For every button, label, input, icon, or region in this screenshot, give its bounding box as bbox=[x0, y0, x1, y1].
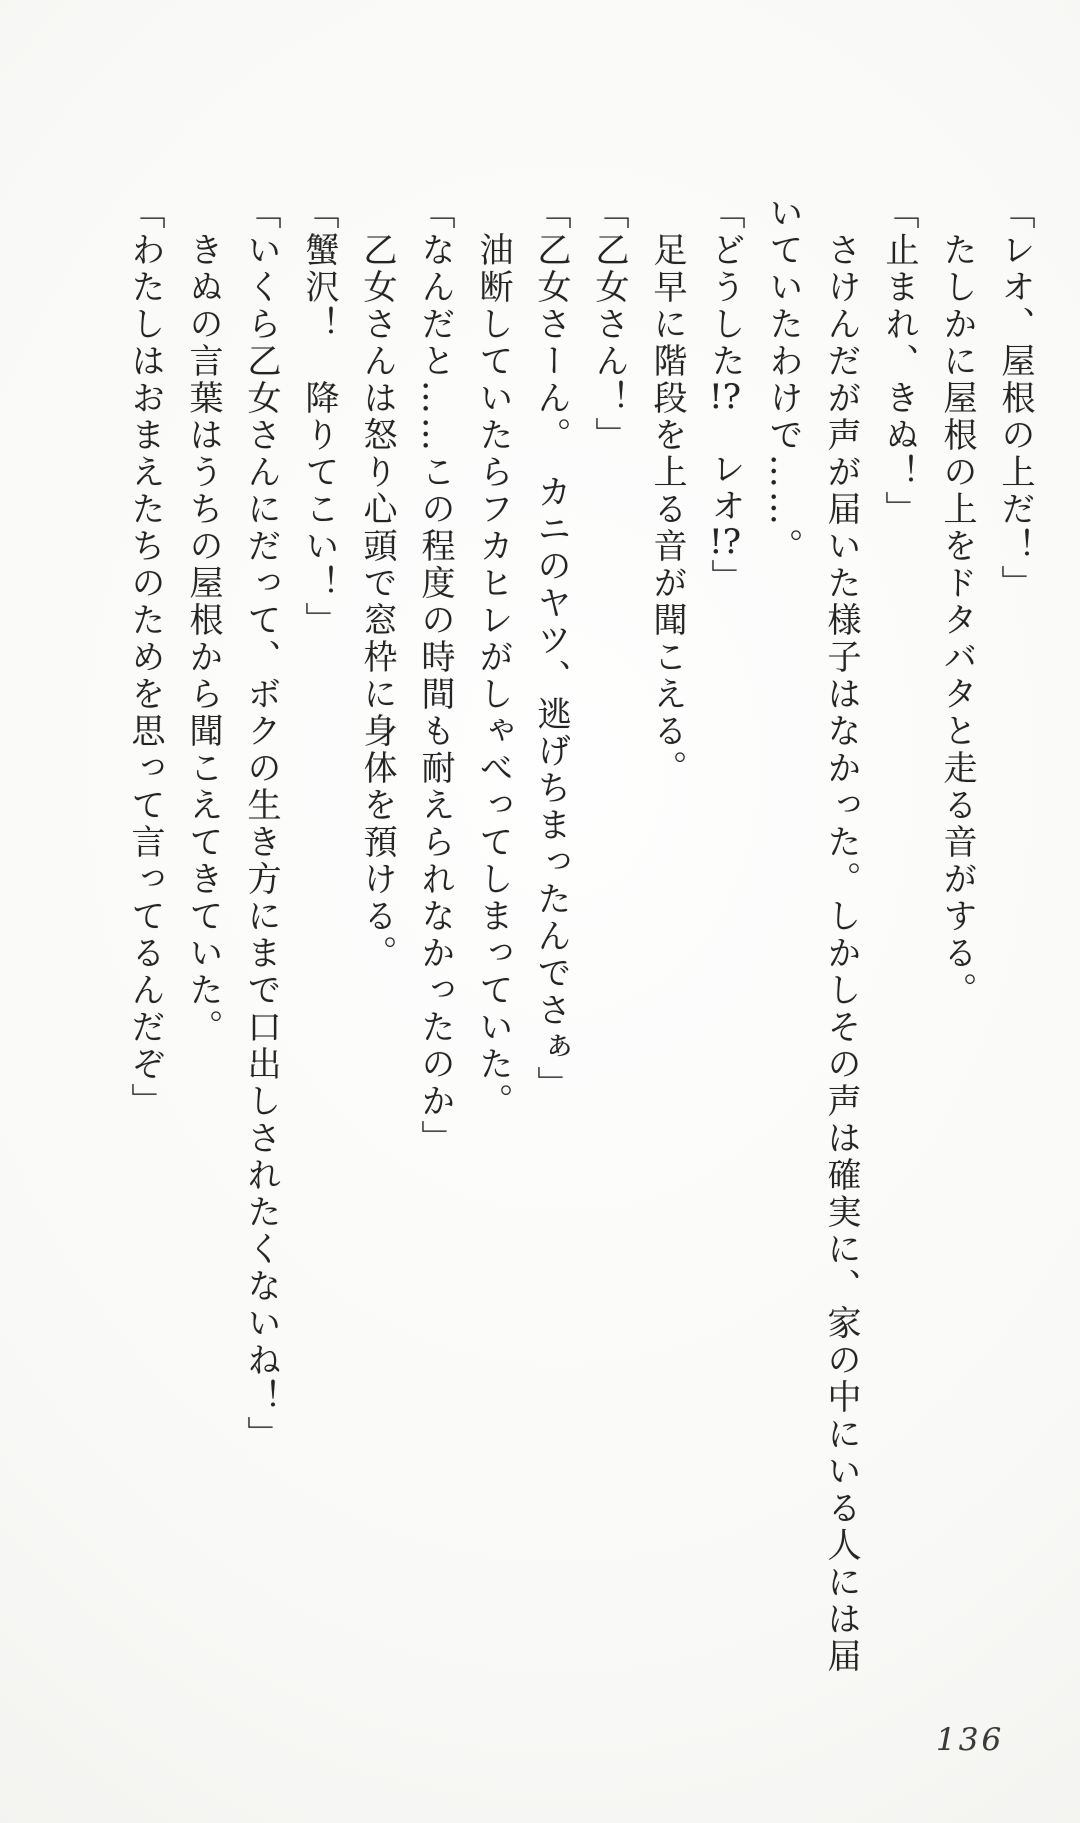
text-line: 「どうした!? レオ!?」 bbox=[705, 195, 745, 596]
text-line: いていたわけで……。 bbox=[763, 195, 803, 565]
text-line: 「レオ、屋根の上だ！」 bbox=[995, 195, 1035, 602]
text-line: 「いくら乙女さんにだって、ボクの生き方にまで口出しされたくないね！」 bbox=[241, 195, 281, 1453]
text-line: 足早に階段を上る音が聞こえる。 bbox=[647, 232, 687, 787]
text-line: 「乙女さん！」 bbox=[589, 195, 629, 454]
text-line: さけんだが声が届いた様子はなかった。しかしその声は確実に、家の中にいる人には届 bbox=[821, 232, 861, 1675]
tatechuyoko-exclamation-question: !? bbox=[709, 525, 741, 559]
vertical-text-block bbox=[116, 195, 1044, 1690]
text-line: 乙女さんは怒り心頭で窓枠に身体を預ける。 bbox=[357, 232, 397, 972]
text-line: 「なんだと……この程度の時間も耐えられなかったのか」 bbox=[415, 195, 455, 1157]
text-line: きぬの言葉はうちの屋根から聞こえてきていた。 bbox=[183, 232, 223, 1046]
tatechuyoko-exclamation-question: !? bbox=[709, 380, 741, 414]
text-line: 「乙女さーん。 カニのヤツ、逃げちまったんでさぁ」 bbox=[531, 195, 571, 1103]
text-line: 「蟹沢！ 降りてこい！」 bbox=[299, 195, 339, 639]
text-line: 「止まれ、きぬ！」 bbox=[879, 195, 919, 528]
text-line: 「わたしはおまえたちのためを思って言ってるんだぞ」 bbox=[125, 195, 165, 1120]
text-line: たしかに屋根の上をドタバタと走る音がする。 bbox=[937, 232, 977, 1009]
page-number: 136 bbox=[936, 1722, 1005, 1758]
text-line: 油断していたらフカヒレがしゃべってしまっていた。 bbox=[473, 232, 513, 1120]
